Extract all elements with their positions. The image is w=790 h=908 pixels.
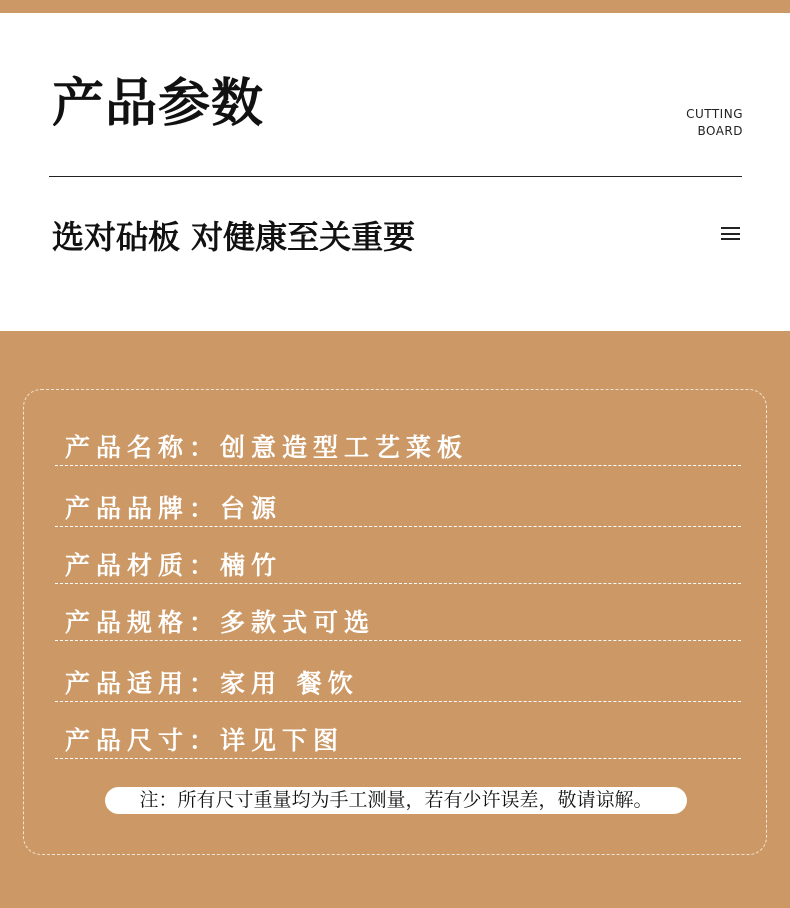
row-divider bbox=[55, 583, 741, 584]
param-label: 产品适用： bbox=[65, 669, 221, 698]
param-value: 台源 bbox=[220, 494, 283, 523]
page-title: 产品参数 bbox=[52, 74, 265, 134]
param-label: 产品名称： bbox=[65, 433, 221, 462]
param-row-name bbox=[55, 415, 741, 466]
param-value: 创意造型工艺菜板 bbox=[220, 433, 469, 462]
param-value: 详见下图 bbox=[220, 726, 345, 755]
measurement-note: 注：所有尺寸重量均为手工测量，若有少许误差，敬请谅解。 bbox=[105, 787, 687, 814]
row-divider bbox=[55, 526, 741, 527]
param-row-material bbox=[55, 534, 741, 584]
row-divider bbox=[55, 640, 741, 641]
param-row-brand bbox=[55, 476, 741, 527]
param-row-usage bbox=[55, 651, 741, 702]
param-row-size bbox=[55, 708, 741, 759]
top-accent-bar bbox=[0, 0, 790, 13]
param-label: 产品材质： bbox=[65, 551, 221, 580]
row-divider bbox=[55, 701, 741, 702]
param-row-spec bbox=[55, 591, 741, 641]
param-label: 产品规格： bbox=[65, 608, 221, 637]
row-divider bbox=[55, 758, 741, 759]
english-subtitle-line1: CUTTING bbox=[686, 107, 743, 121]
param-label: 产品品牌： bbox=[65, 494, 221, 523]
param-value: 家用 餐饮 bbox=[220, 669, 359, 698]
param-value: 楠竹 bbox=[220, 551, 283, 580]
header-section bbox=[0, 13, 790, 331]
param-value: 多款式可选 bbox=[220, 608, 376, 637]
row-divider bbox=[55, 465, 741, 466]
param-label: 产品尺寸： bbox=[65, 726, 221, 755]
slogan-text: 选对砧板 对健康至关重要 bbox=[52, 218, 416, 256]
english-subtitle bbox=[686, 106, 743, 140]
header-divider bbox=[49, 176, 742, 177]
english-subtitle-line2: BOARD bbox=[697, 124, 743, 138]
menu-icon bbox=[721, 227, 740, 240]
